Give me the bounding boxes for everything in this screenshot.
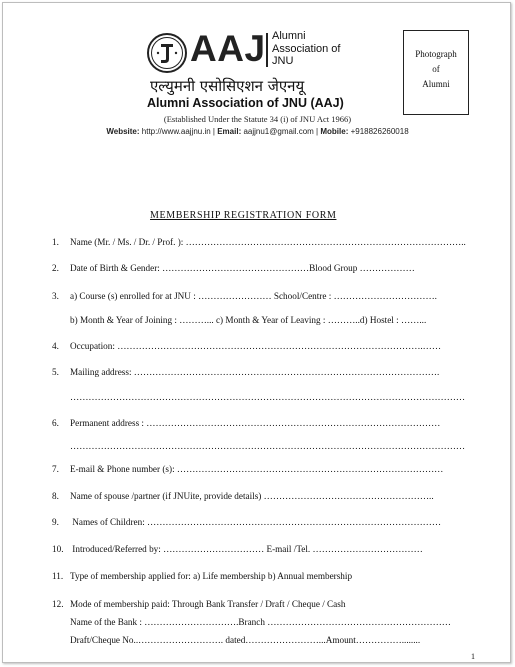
field-membership-type[interactable]: 11. Type of membership applied for: a) Life membership b) Annual membership <box>52 571 353 581</box>
contact-line: Website: http://www.aajjnu.in | Email: aajjnu1@gmail.com | Mobile: +918826260018 <box>106 127 409 136</box>
field-draft-cheque[interactable]: Draft/Cheque No..………………………. dated……………………...Amount……………........ <box>70 635 421 645</box>
field-joining-leaving-hostel[interactable]: b) Month & Year of Joining : ………... c) Month & Year of Leaving : ………..d) Hostel : ……... <box>70 315 427 325</box>
field-permanent-address[interactable]: 6. Permanent address : …………………………………………………………………………………… <box>52 418 441 428</box>
field-dob-gender[interactable]: 2. Date of Birth & Gender: …………………………………………Blood Group ……………… <box>52 263 415 273</box>
field-course[interactable]: 3. a) Course (s) enrolled for at JNU : …………………… School/Centre : ……………………………. <box>52 291 437 301</box>
field-referred-by[interactable]: 10. Introduced/Referred by: …………………………… E-mail /Tel. ……………………………… <box>52 544 423 554</box>
email-link[interactable]: aajjnu1@gmail.com | <box>241 127 321 136</box>
form-title: MEMBERSHIP REGISTRATION FORM <box>150 210 337 221</box>
field-bank-branch[interactable]: Name of the Bank : ………………………….Branch …………………………………………………… <box>70 617 451 627</box>
established-note: (Established Under the Statute 34 (i) of JNU Act 1966) <box>163 114 352 124</box>
field-permanent-address-line2[interactable]: ………………………………………………………………………………………………………………… <box>70 441 466 451</box>
website-link[interactable]: http://www.aajjnu.in | <box>139 127 218 136</box>
logo-divider <box>266 33 268 67</box>
org-name: Alumni Association of JNU (AAJ) <box>147 96 344 110</box>
field-mailing-address[interactable]: 5. Mailing address: ………………………………………………………………………………………. <box>52 367 440 377</box>
aaj-logo-icon <box>146 32 188 74</box>
hindi-org-name: एल्युमनी एसोसिएशन जेएनयू <box>150 77 305 95</box>
field-payment-mode[interactable]: 12. Mode of membership paid: Through Bank Transfer / Draft / Cheque / Cash <box>52 599 346 609</box>
mobile-number: +918826260018 <box>348 127 409 136</box>
photo-box: Photograph of Alumni <box>403 30 469 115</box>
page-number: 1 <box>471 652 475 661</box>
logo-subtitle: Alumni Association of JNU <box>272 30 341 67</box>
field-spouse[interactable]: 8. Name of spouse /partner (if JNUite, provide details) ……………………………………………….. <box>52 491 434 501</box>
field-mailing-address-line2[interactable]: ………………………………………………………………………………………………………………… <box>70 392 466 402</box>
logo-text: AAJ <box>190 28 266 69</box>
field-name[interactable]: 1. Name (Mr. / Ms. / Dr. / Prof. ): ……………………………………………………………………………….. <box>52 237 466 247</box>
field-occupation[interactable]: 4. Occupation: ……………………………………………………………………………………….…… <box>52 341 442 351</box>
field-email-phone[interactable]: 7. E-mail & Phone number (s): …………………………………………………………………………… <box>52 464 444 474</box>
field-children[interactable]: 9. Names of Children: …………………………………………………………………………………… <box>52 517 442 527</box>
